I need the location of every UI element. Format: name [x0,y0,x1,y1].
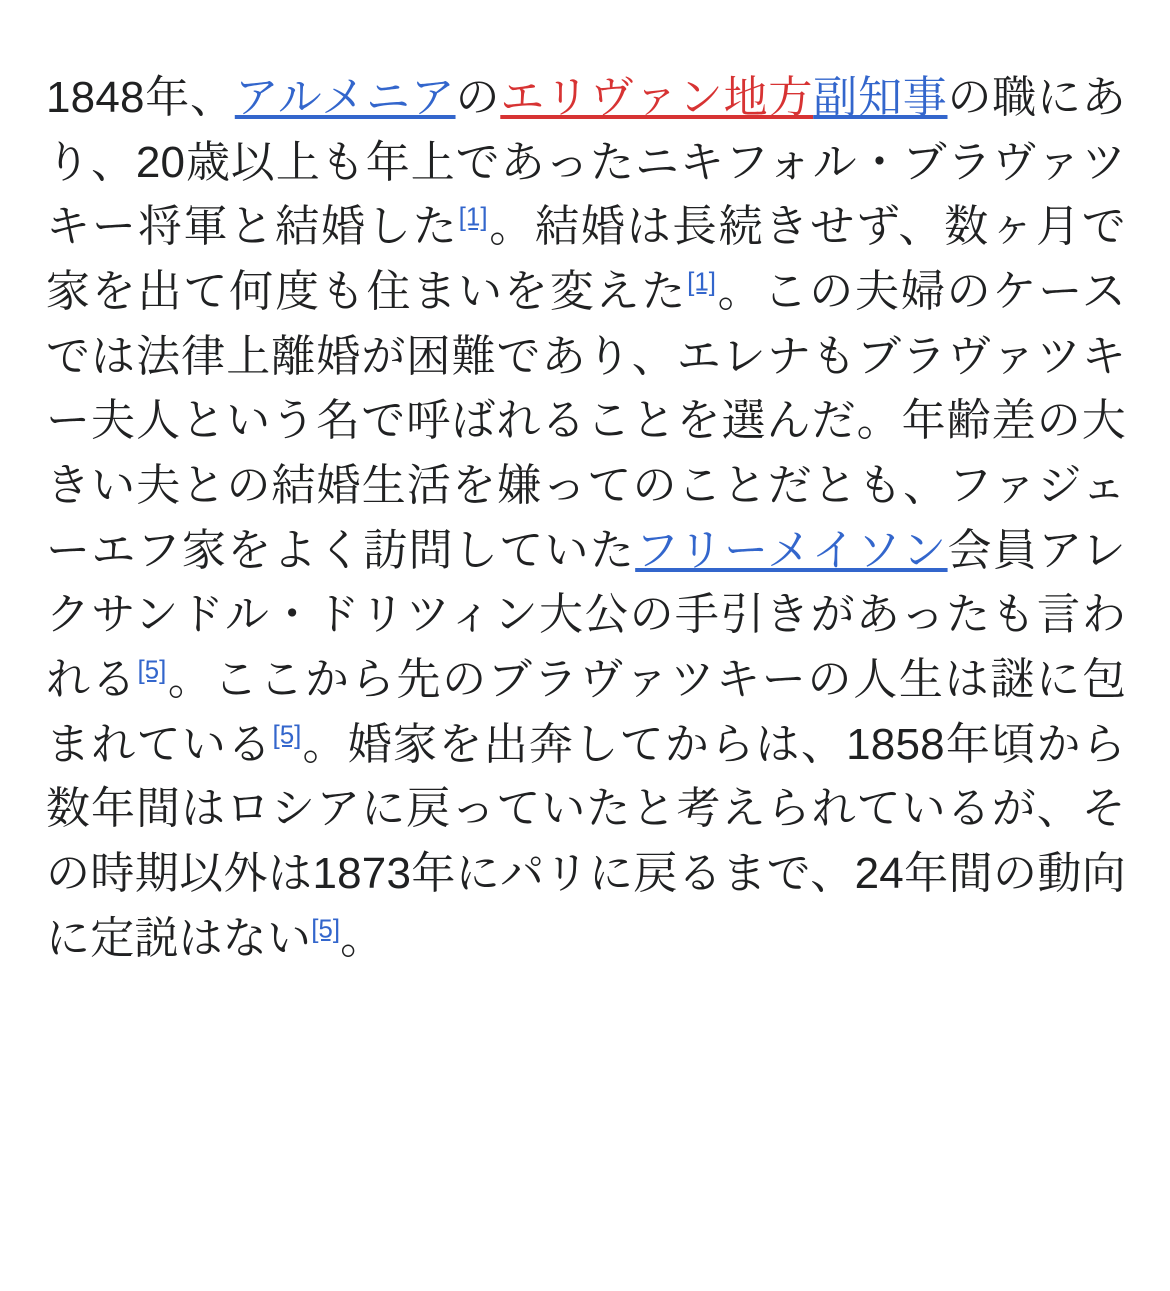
paragraph-text: 1848年、 [46,73,235,122]
reference-link[interactable]: [1] [687,266,717,297]
paragraph-text: 。婚家を出奔してからは、1858年頃から数年間はロシアに戻っていたと考えられているが、その時期以外は1873年にパリに戻るまで、24年間の動向に定説はない [46,719,1126,963]
reference-link[interactable]: [5] [137,654,167,685]
paragraph-text: 。結婚は長続きせず、数ヶ月で家を出て何度も住まいを変えた [46,202,1126,317]
paragraph-text: 会員アレクサンドル・ドリツィン大公の手引きがあったも言われる [46,525,1126,705]
wiki-link[interactable]: フリーメイソン [635,525,948,575]
paragraph-text: 。ここから先のブラヴァツキーの人生は謎に包まれている [46,655,1126,769]
paragraph-text: 。 [340,913,385,963]
wiki-link[interactable]: アルメニア [234,73,456,122]
reference-link[interactable]: [5] [311,913,341,944]
reference-link[interactable]: [5] [272,719,302,750]
wiki-link[interactable]: 副知事 [813,73,948,122]
paragraph-text: の [455,73,501,122]
paragraph-text: 。この夫婦のケースでは法律上離婚が困難であり、エレナもブラヴァツキー夫人という名で呼ばれることを選んだ。年齢差の大きい夫との結婚生活を嫌ってのことだとも、ファジェーエフ家をよく訪問していた [46,267,1126,575]
reference-link[interactable]: [1] [458,201,488,232]
wiki-link-visited[interactable]: エリヴァン地方 [500,73,814,122]
paragraph-text: の職にあり、20歳以上も年上であったニキフォル・ブラヴァツキー将軍と結婚した [46,73,1126,252]
article-paragraph [46,66,1126,971]
